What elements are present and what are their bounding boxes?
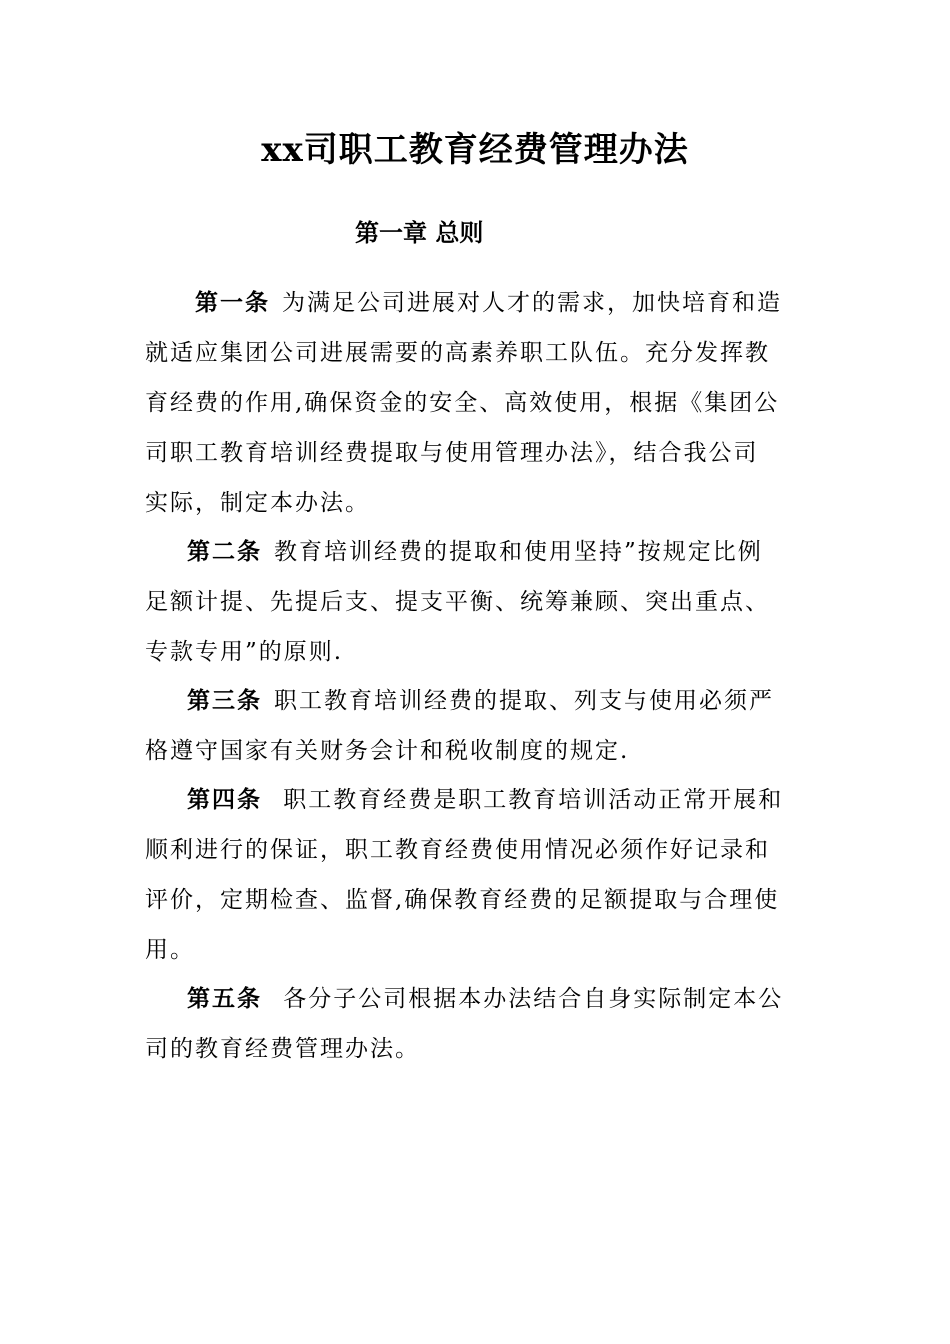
- article-3-line-2: 格遵守国家有关财务会计和税收制度的规定.: [145, 738, 630, 764]
- article-4-line-4: 用。: [145, 937, 195, 963]
- article-1: [145, 278, 807, 528]
- chapter-title: 第一章 总则: [355, 219, 484, 247]
- article-5-line-1: [145, 974, 807, 1024]
- article-1-text-1: 为满足公司进展对人才的需求，加快培育和造: [282, 290, 782, 316]
- article-3: [145, 676, 807, 776]
- article-2: [145, 527, 807, 677]
- article-5-text-1: 各分子公司根据本办法结合自身实际制定本公: [274, 986, 784, 1012]
- article-3-text-1: 职工教育培训经费的提取、列支与使用必须严: [274, 688, 774, 714]
- article-5: [145, 974, 807, 1074]
- article-4-head: 第四条: [187, 787, 262, 813]
- article-1-line-1: [145, 278, 807, 328]
- document-title: xx司职工教育经费管理办法: [261, 130, 689, 170]
- article-4-line-2: 顺利进行的保证，职工教育经费使用情况必须作好记录和: [145, 837, 770, 863]
- article-4-line-1: [145, 775, 807, 825]
- article-3-line-1: [145, 676, 807, 726]
- article-5-head: 第五条: [187, 986, 262, 1012]
- article-3-head: 第三条: [187, 688, 262, 714]
- article-1-line-2: 就适应集团公司进展需要的高素养职工队伍。充分发挥教: [145, 340, 770, 366]
- article-1-line-3: 育经费的作用,确保资金的安全、高效使用，根据《集团公: [145, 390, 780, 416]
- article-2-head: 第二条: [187, 539, 262, 565]
- article-4-line-3: 评价，定期检查、监督,确保教育经费的足额提取与合理使: [145, 887, 780, 913]
- article-1-line-5: 实际，制定本办法。: [145, 490, 370, 516]
- article-1-head: 第一条: [195, 290, 270, 316]
- article-2-line-3: 专款专用”的原则.: [145, 639, 344, 665]
- article-1-line-4: 司职工教育培训经费提取与使用管理办法》，结合我公司: [145, 440, 759, 466]
- article-2-line-1: [145, 527, 807, 577]
- article-2-text-1: 教育培训经费的提取和使用坚持”按规定比例: [274, 539, 763, 565]
- article-5-line-2: 司的教育经费管理办法。: [145, 1036, 420, 1062]
- article-4-text-1: 职工教育经费是职工教育培训活动正常开展和: [274, 787, 784, 813]
- article-2-line-2: 足额计提、先提后支、提支平衡、统筹兼顾、突出重点、: [145, 589, 770, 615]
- article-4: [145, 775, 807, 975]
